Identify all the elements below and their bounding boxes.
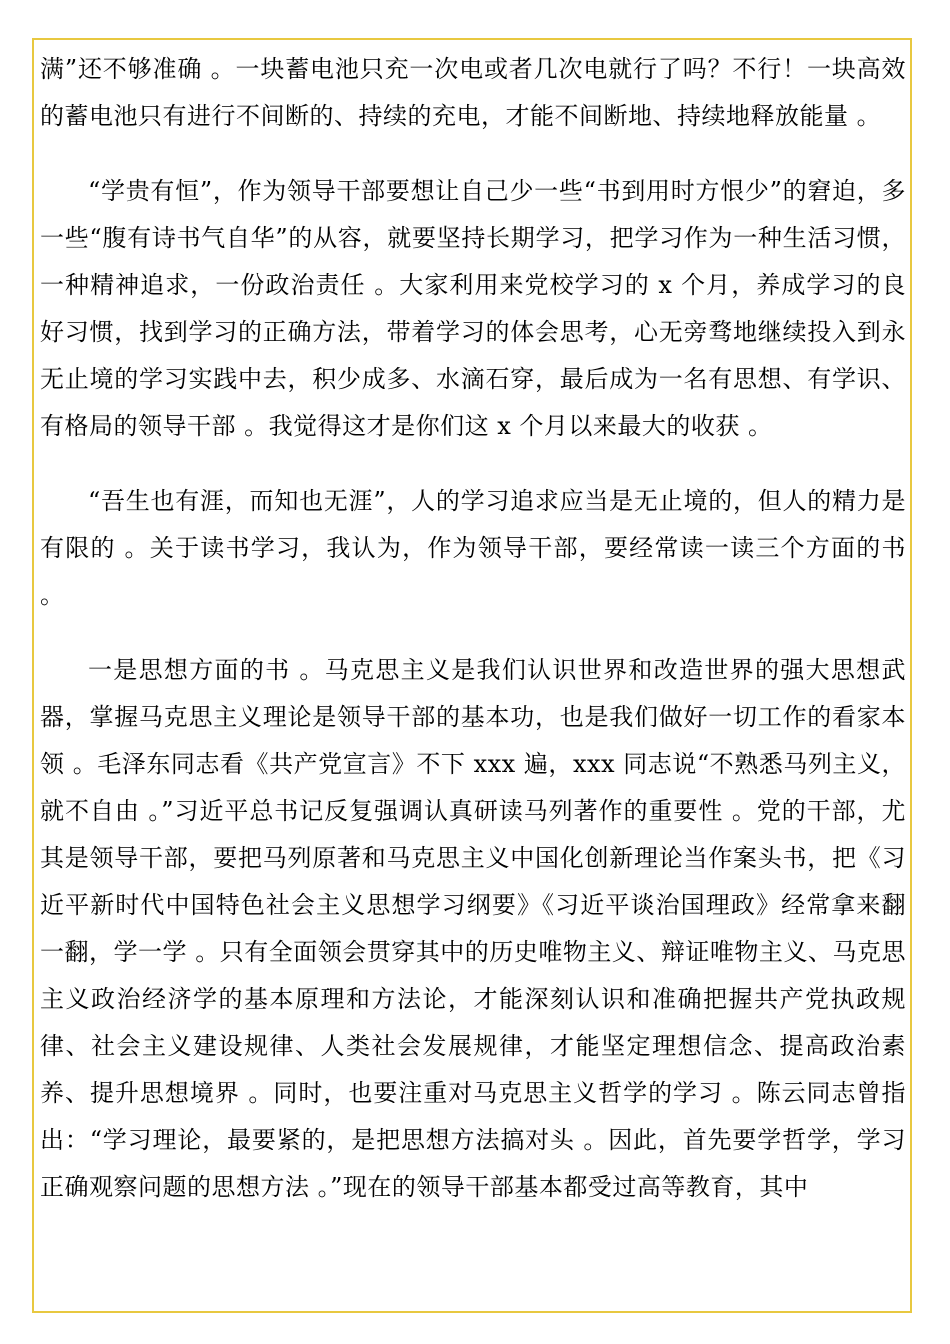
paragraph-1: 满”还不够准确 。一块蓄电池只充一次电或者几次电就行了吗？不行！一块高效的蓄电池只有进行不间断的、持续的充电，才能不间断地、持续地释放能量 。	[40, 55, 906, 130]
paragraph-3: “吾生也有涯，而知也无涯”，人的学习追求应当是无止境的，但人的精力是有限的 。关于读书学习，我认为，作为领导干部，要经常读一读三个方面的书 。	[40, 487, 906, 609]
paragraph-2: “学贵有恒”，作为领导干部要想让自己少一些“书到用时方恨少”的窘迫，多一些“腹有诗书气自华”的从容，就要坚持长期学习，把学习作为一种生活习惯，一种精神追求，一份政治责任 。大家利用来党校学习的 x 个月，养成学习的良好习惯，找到学习的正确方法，带着学习的体会思考，心无旁骛地继续投入到永无止境的学习实践中去，积少成多、水滴石穿，最后成为一名有思想、有学识、有格局的领导干部 。我觉得这才是你们这 x 个月以来最大的收获 。	[40, 177, 906, 440]
paragraph-4: 一是思想方面的书 。马克思主义是我们认识世界和改造世界的强大思想武器，掌握马克思主义理论是领导干部的基本功，也是我们做好一切工作的看家本领 。毛泽东同志看《共产党宣言》不下 xxx 遍，xxx 同志说“不熟悉马列主义，就不自由 。”习近平总书记反复强调认真研读马列著作的重要性 。党的干部，尤其是领导干部，要把马列原著和马克思主义中国化创新理论当作案头书，把《习近平新时代中国特色社会主义思想学习纲要》《习近平谈治国理政》经常拿来翻一翻，学一学 。只有全面领会贯穿其中的历史唯物主义、辩证唯物主义、马克思主义政治经济学的基本原理和方法论，才能深刻认识和准确把握共产党执政规律、社会主义建设规律、人类社会发展规律，才能坚定理想信念、提高政治素养、提升思想境界 。同时，也要注重对马克思主义哲学的学习 。陈云同志曾指出：“学习理论，最要紧的，是把思想方法搞对头 。因此，首先要学哲学，学习正确观察问题的思想方法 。”现在的领导干部基本都受过高等教育，其中	[40, 656, 906, 1201]
document-body	[40, 46, 906, 1239]
